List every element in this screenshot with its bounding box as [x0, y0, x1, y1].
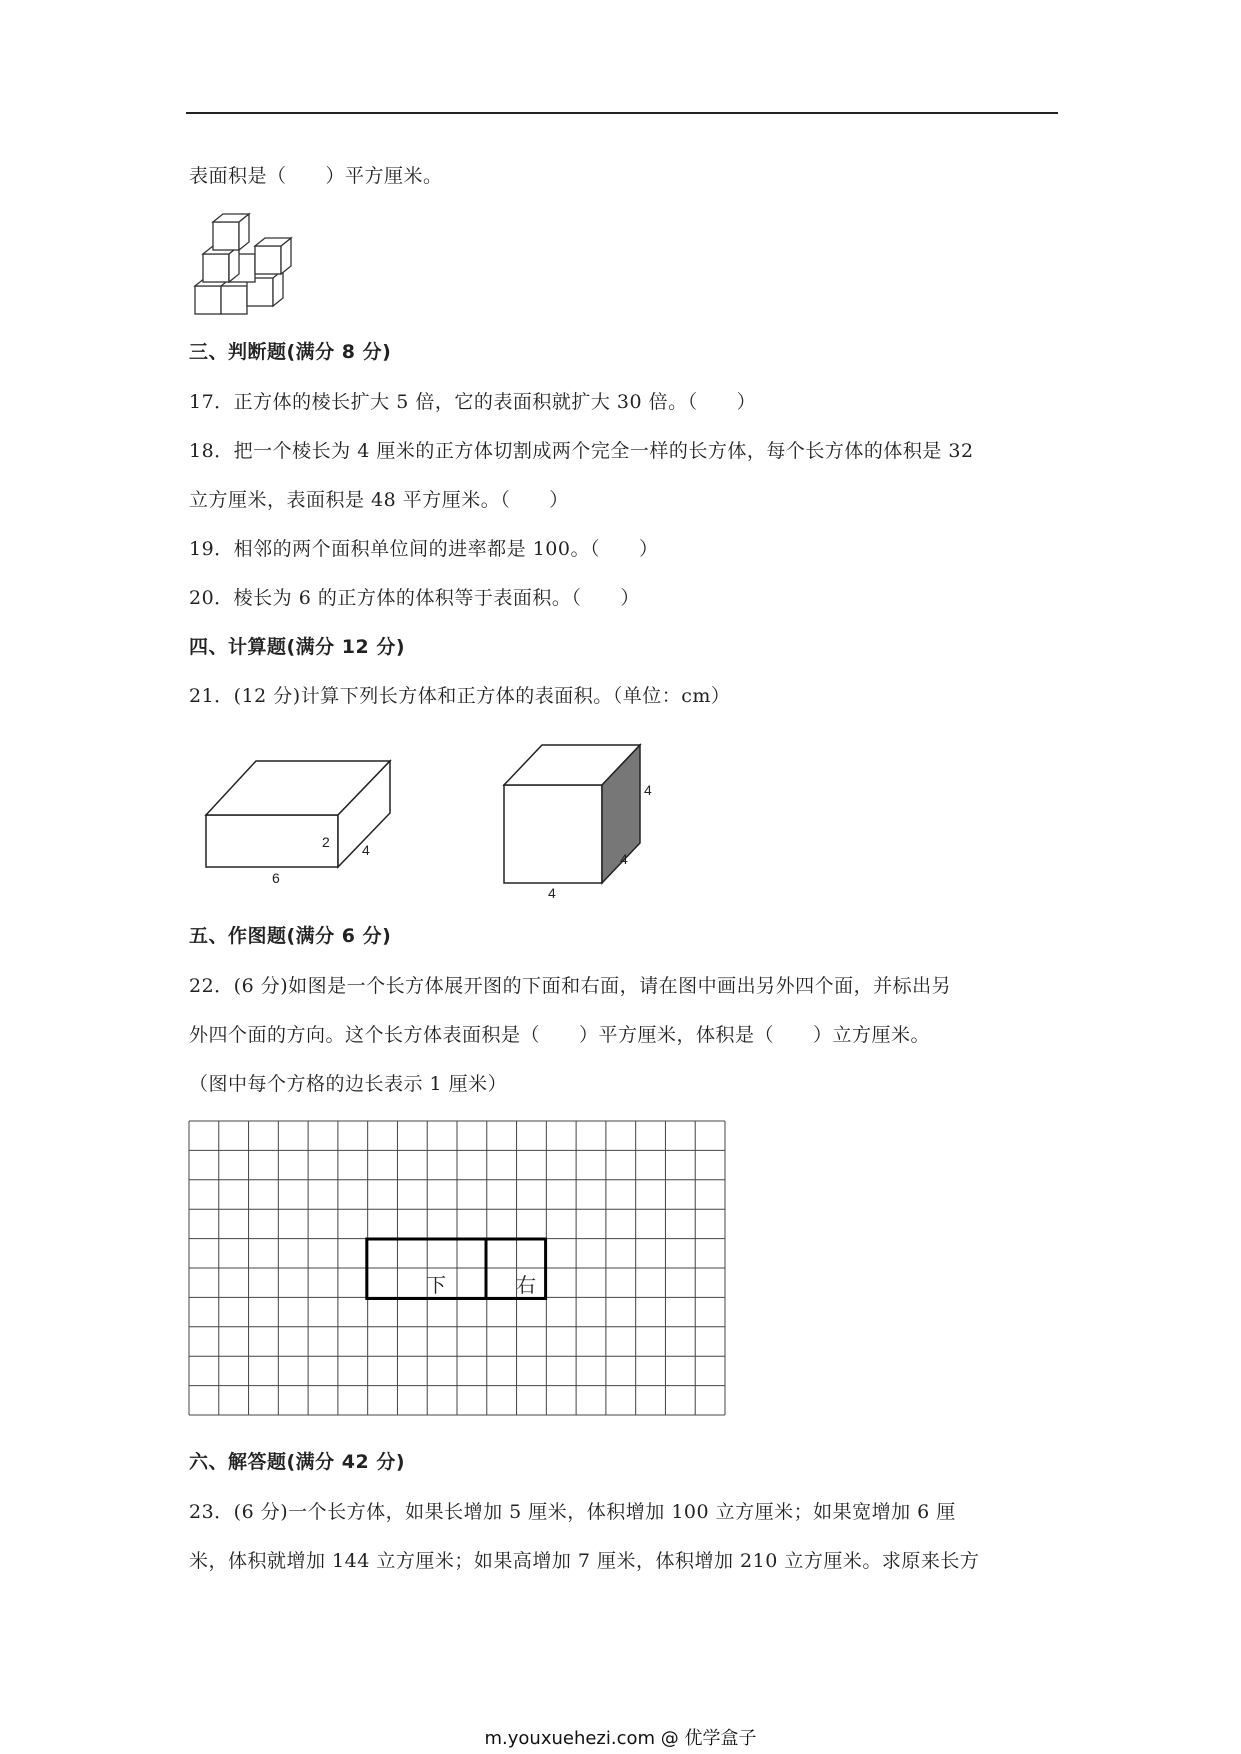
q16-tail: 表面积是（ ）平方厘米。 — [189, 165, 443, 187]
question-22-line-1: 22．(6 分)如图是一个长方体展开图的下面和右面，请在图中画出另外四个面，并标出另 — [189, 975, 952, 997]
section-6-title: 六、解答题(满分 42 分) — [189, 1451, 406, 1473]
question-17: 17．正方体的棱长扩大 5 倍，它的表面积就扩大 30 倍。（ ） — [189, 391, 757, 413]
question-23-line-2: 米，体积就增加 144 立方厘米；如果高增加 7 厘米，体积增加 210 立方厘米。求原来长方 — [189, 1550, 980, 1572]
question-22-line-2: 外四个面的方向。这个长方体表面积是（ ）平方厘米，体积是（ ）立方厘米。 — [189, 1024, 931, 1046]
question-19: 19．相邻的两个面积单位间的进率都是 100。（ ） — [189, 538, 659, 560]
cuboid-height-label: 2 — [322, 834, 330, 850]
cube-edge-label-depth: 4 — [620, 851, 628, 867]
question-18-line-1: 18．把一个棱长为 4 厘米的正方体切割成两个完全一样的长方体，每个长方体的体积是 32 — [189, 440, 974, 462]
cube-stack-figure — [190, 208, 305, 320]
right-face-label: 右 — [516, 1273, 536, 1297]
header-rule — [186, 112, 1058, 114]
section-3-title: 三、判断题(满分 8 分) — [189, 341, 392, 363]
question-23-line-1: 23．(6 分)一个长方体，如果长增加 5 厘米，体积增加 100 立方厘米；如果宽增加 6 厘 — [189, 1501, 956, 1523]
cuboid-length-label: 6 — [272, 870, 280, 885]
section-4-title: 四、计算题(满分 12 分) — [189, 636, 406, 658]
question-21: 21．(12 分)计算下列长方体和正方体的表面积。（单位：cm） — [189, 685, 731, 707]
question-18-line-2: 立方厘米，表面积是 48 平方厘米。（ ） — [189, 489, 569, 511]
section-5-title: 五、作图题(满分 6 分) — [189, 925, 392, 947]
cuboid-figure — [200, 755, 400, 885]
cube-edge-label-bottom: 4 — [548, 885, 556, 900]
footer-watermark: m.youxuehezi.com @ 优学盒子 — [484, 1728, 757, 1749]
question-22-line-3: （图中每个方格的边长表示 1 厘米） — [189, 1073, 508, 1095]
question-20: 20．棱长为 6 的正方体的体积等于表面积。（ ） — [189, 587, 640, 609]
cube-figure — [498, 740, 668, 900]
square-grid-figure — [188, 1120, 728, 1416]
cube-edge-label-right: 4 — [644, 782, 652, 798]
bottom-face-label: 下 — [426, 1273, 446, 1297]
cuboid-width-label: 4 — [362, 842, 370, 858]
